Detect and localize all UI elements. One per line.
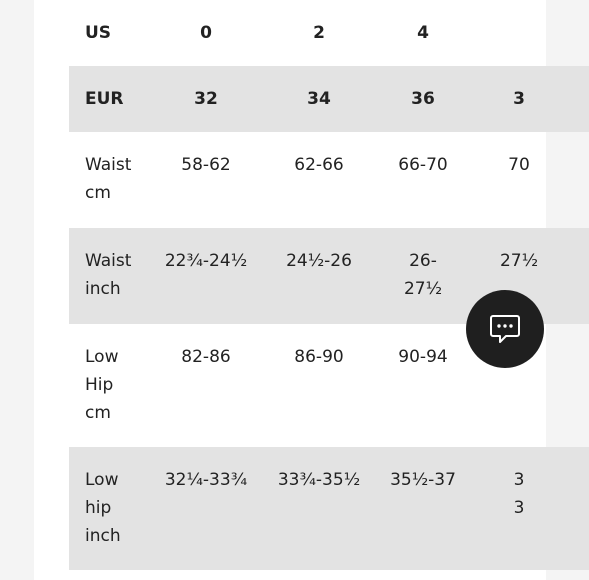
row-label-line: US [85,23,112,43]
table-row [69,447,589,570]
row-label [85,151,131,207]
size-cell [151,343,261,371]
size-cell-line: 35½-37 [390,470,456,490]
size-cell [264,151,374,179]
size-cell [368,247,478,303]
size-cell-line: 36 [411,89,435,109]
row-label-line: Waist [85,251,132,271]
row-label-line: Low [85,470,119,490]
size-table-viewport[interactable] [69,0,539,580]
row-label-line: hip [85,498,112,518]
row-label-line: cm [85,183,111,203]
size-guide-panel [34,0,546,580]
row-label-line: inch [85,279,121,299]
size-cell-line: 27½ [403,279,443,299]
size-table [69,0,589,570]
size-cell-line: 86-90 [294,347,344,367]
chat-bubble-icon [487,311,523,347]
size-cell [264,85,374,113]
row-label [85,343,118,427]
size-cell-line: 32¼-33¾ [164,470,248,490]
size-cell-line: 27½ [499,251,539,271]
size-cell [368,466,478,494]
row-label-line: cm [85,403,111,423]
size-cell [464,85,574,113]
size-cell-line: 32 [194,89,218,109]
size-cell [464,247,574,275]
size-cell-line: 3 [513,498,525,518]
size-cell [151,151,261,179]
size-cell-line: 3 [513,89,525,109]
size-cell-line: 2 [313,23,325,43]
size-cell [368,151,478,179]
size-cell-line: 24½-26 [286,251,352,271]
row-label-line: Waist [85,155,132,175]
size-cell-line: 22¾-24½ [164,251,248,271]
row-label-line: inch [85,526,121,546]
size-cell-line: 3 [513,470,525,490]
row-label [85,466,121,550]
row-label-line: Hip [85,375,114,395]
size-cell [264,466,374,494]
row-label [85,85,124,113]
size-cell-line: 0 [200,23,212,43]
row-label-line: EUR [85,89,124,109]
table-row [69,0,589,66]
row-label-line: Low [85,347,119,367]
chat-button[interactable] [466,290,544,368]
size-cell [151,247,261,275]
size-cell-line: 62-66 [294,155,344,175]
size-cell [368,343,478,371]
row-label [85,19,111,47]
size-cell-line: 90-94 [398,347,448,367]
size-cell [264,19,374,47]
size-cell-line: 82-86 [181,347,231,367]
size-cell-line: 70 [508,155,530,175]
table-row [69,132,589,228]
size-cell [464,466,574,522]
table-row [69,66,589,132]
size-cell [151,19,261,47]
size-cell [368,85,478,113]
size-cell-line: 26- [409,251,437,271]
size-cell [264,247,374,275]
size-cell [151,85,261,113]
size-cell-line: 4 [417,23,429,43]
size-cell-line: 34 [307,89,331,109]
row-label [85,247,131,303]
size-cell [464,151,574,179]
size-cell [368,19,478,47]
size-cell-line: 66-70 [398,155,448,175]
size-cell [151,466,261,494]
size-cell [264,343,374,371]
size-cell-line: 58-62 [181,155,231,175]
size-cell-line: 33¾-35½ [277,470,361,490]
